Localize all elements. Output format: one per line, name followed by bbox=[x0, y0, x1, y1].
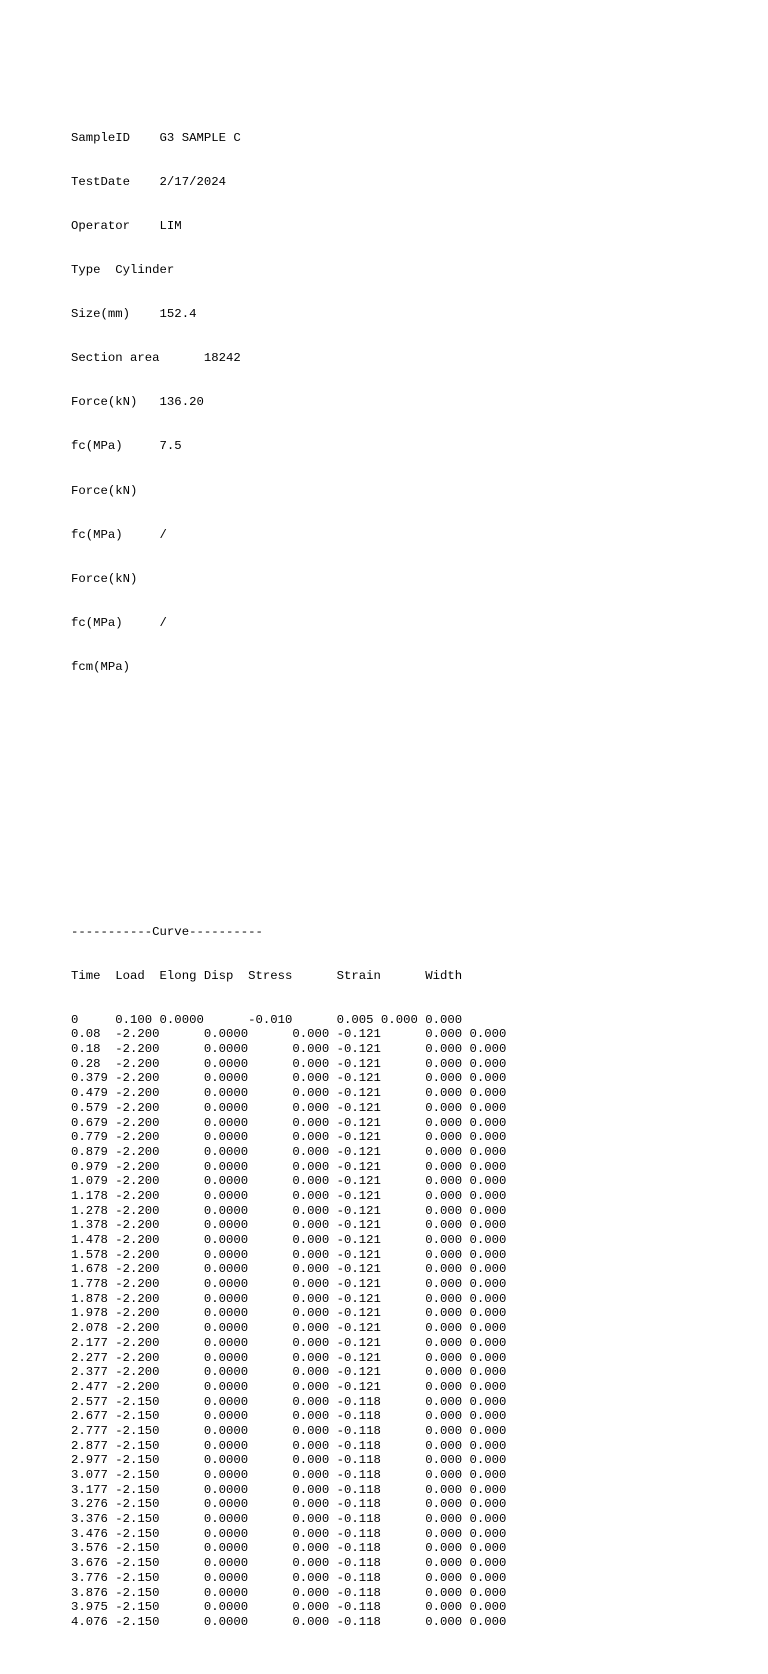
curve-data-row: 0.28 -2.200 0.0000 0.000 -0.121 0.000 0.000 bbox=[71, 1056, 507, 1071]
curve-title: -----------Curve---------- bbox=[71, 924, 263, 939]
curve-data-row: 1.678 -2.200 0.0000 0.000 -0.121 0.000 0.000 bbox=[71, 1262, 507, 1277]
curve-data-row: 2.477 -2.200 0.0000 0.000 -0.121 0.000 0.000 bbox=[71, 1379, 507, 1394]
curve-data-row: 0.679 -2.200 0.0000 0.000 -0.121 0.000 0.000 bbox=[71, 1115, 507, 1130]
curve-data-row: 1.978 -2.200 0.0000 0.000 -0.121 0.000 0.000 bbox=[71, 1306, 507, 1321]
curve-data-row: 1.278 -2.200 0.0000 0.000 -0.121 0.000 0.000 bbox=[71, 1203, 507, 1218]
force-line-3: Force(kN) bbox=[71, 571, 138, 586]
curve-data-row: 1.878 -2.200 0.0000 0.000 -0.121 0.000 0.000 bbox=[71, 1291, 507, 1306]
spacer bbox=[71, 792, 506, 807]
force-line-2: Force(kN) bbox=[71, 483, 138, 498]
operator-line: Operator LIM bbox=[71, 219, 182, 233]
curve-data-row: 2.577 -2.150 0.0000 0.000 -0.118 0.000 0.000 bbox=[71, 1394, 507, 1409]
curve-column-headers: Time Load Elong Disp Stress Strain Width bbox=[71, 968, 463, 983]
curve-data-row: 1.079 -2.200 0.0000 0.000 -0.121 0.000 0.000 bbox=[71, 1174, 507, 1189]
curve-data-row: 1.378 -2.200 0.0000 0.000 -0.121 0.000 0.000 bbox=[71, 1218, 507, 1233]
curve-data-row: 3.975 -2.150 0.0000 0.000 -0.118 0.000 0.000 bbox=[71, 1600, 507, 1615]
curve-data-row: 2.677 -2.150 0.0000 0.000 -0.118 0.000 0.000 bbox=[71, 1409, 507, 1424]
curve-data-row: 2.777 -2.150 0.0000 0.000 -0.118 0.000 0.000 bbox=[71, 1423, 507, 1438]
curve-data-row: 3.776 -2.150 0.0000 0.000 -0.118 0.000 0.000 bbox=[71, 1570, 507, 1585]
sample-header bbox=[71, 101, 506, 704]
curve-data-row: 0.479 -2.200 0.0000 0.000 -0.121 0.000 0.000 bbox=[71, 1086, 507, 1101]
sample-id-line: SampleID G3 SAMPLE C bbox=[71, 130, 241, 145]
curve-section bbox=[71, 895, 506, 1659]
test-date-line: TestDate 2/17/2024 bbox=[71, 174, 226, 189]
curve-data-row: 2.977 -2.150 0.0000 0.000 -0.118 0.000 0.000 bbox=[71, 1453, 507, 1468]
curve-data-row: 2.177 -2.200 0.0000 0.000 -0.121 0.000 0.000 bbox=[71, 1335, 507, 1350]
curve-data-row: 3.376 -2.150 0.0000 0.000 -0.118 0.000 0.000 bbox=[71, 1512, 507, 1527]
curve-data-row: 2.377 -2.200 0.0000 0.000 -0.121 0.000 0.000 bbox=[71, 1365, 507, 1380]
curve-data-row: 1.578 -2.200 0.0000 0.000 -0.121 0.000 0.000 bbox=[71, 1247, 507, 1262]
spacer bbox=[71, 836, 506, 851]
curve-data-row: 3.276 -2.150 0.0000 0.000 -0.118 0.000 0.000 bbox=[71, 1497, 507, 1512]
curve-data-row: 3.676 -2.150 0.0000 0.000 -0.118 0.000 0.000 bbox=[71, 1556, 507, 1571]
curve-data-row: 4.076 -2.150 0.0000 0.000 -0.118 0.000 0.000 bbox=[71, 1614, 507, 1629]
curve-data-row: 2.078 -2.200 0.0000 0.000 -0.121 0.000 0.000 bbox=[71, 1321, 507, 1336]
curve-data-row: 1.178 -2.200 0.0000 0.000 -0.121 0.000 0.000 bbox=[71, 1188, 507, 1203]
curve-data-row: 0.08 -2.200 0.0000 0.000 -0.121 0.000 0.000 bbox=[71, 1027, 507, 1042]
fc-line-2: fc(MPa) / bbox=[71, 527, 167, 542]
curve-data-row: 0.379 -2.200 0.0000 0.000 -0.121 0.000 0.000 bbox=[71, 1071, 507, 1086]
fcm-line: fcm(MPa) bbox=[71, 659, 131, 674]
curve-data-row: 2.877 -2.150 0.0000 0.000 -0.118 0.000 0.000 bbox=[71, 1438, 507, 1453]
curve-data-row: 0.979 -2.200 0.0000 0.000 -0.121 0.000 0.000 bbox=[71, 1159, 507, 1174]
curve-data-row: 0.18 -2.200 0.0000 0.000 -0.121 0.000 0.000 bbox=[71, 1042, 507, 1057]
fc-line-3: fc(MPa) / bbox=[71, 615, 167, 630]
curve-data-row: 0.779 -2.200 0.0000 0.000 -0.121 0.000 0.000 bbox=[71, 1130, 507, 1145]
fc-line-1: fc(MPa) 7.5 bbox=[71, 439, 182, 454]
document-page bbox=[71, 72, 506, 1674]
type-line: Type Cylinder bbox=[71, 263, 175, 278]
section-area-line: Section area 18242 bbox=[71, 351, 241, 366]
size-line: Size(mm) 152.4 bbox=[71, 307, 197, 322]
force-line-1: Force(kN) 136.20 bbox=[71, 395, 204, 410]
curve-data-row: 1.478 -2.200 0.0000 0.000 -0.121 0.000 0.000 bbox=[71, 1233, 507, 1248]
curve-rows bbox=[71, 1013, 506, 1630]
curve-data-row: 3.876 -2.150 0.0000 0.000 -0.118 0.000 0.000 bbox=[71, 1585, 507, 1600]
curve-data-row: 3.177 -2.150 0.0000 0.000 -0.118 0.000 0.000 bbox=[71, 1482, 507, 1497]
curve-data-row: 3.476 -2.150 0.0000 0.000 -0.118 0.000 0.000 bbox=[71, 1526, 507, 1541]
curve-data-row: 3.077 -2.150 0.0000 0.000 -0.118 0.000 0.000 bbox=[71, 1468, 507, 1483]
curve-data-row: 0 0.100 0.0000 -0.010 0.005 0.000 0.000 bbox=[71, 1012, 463, 1027]
curve-data-row: 2.277 -2.200 0.0000 0.000 -0.121 0.000 0.000 bbox=[71, 1350, 507, 1365]
spacer bbox=[71, 748, 506, 763]
curve-data-row: 3.576 -2.150 0.0000 0.000 -0.118 0.000 0.000 bbox=[71, 1541, 507, 1556]
curve-data-row: 0.879 -2.200 0.0000 0.000 -0.121 0.000 0.000 bbox=[71, 1144, 507, 1159]
curve-data-row: 1.778 -2.200 0.0000 0.000 -0.121 0.000 0.000 bbox=[71, 1277, 507, 1292]
curve-data-row: 0.579 -2.200 0.0000 0.000 -0.121 0.000 0.000 bbox=[71, 1100, 507, 1115]
